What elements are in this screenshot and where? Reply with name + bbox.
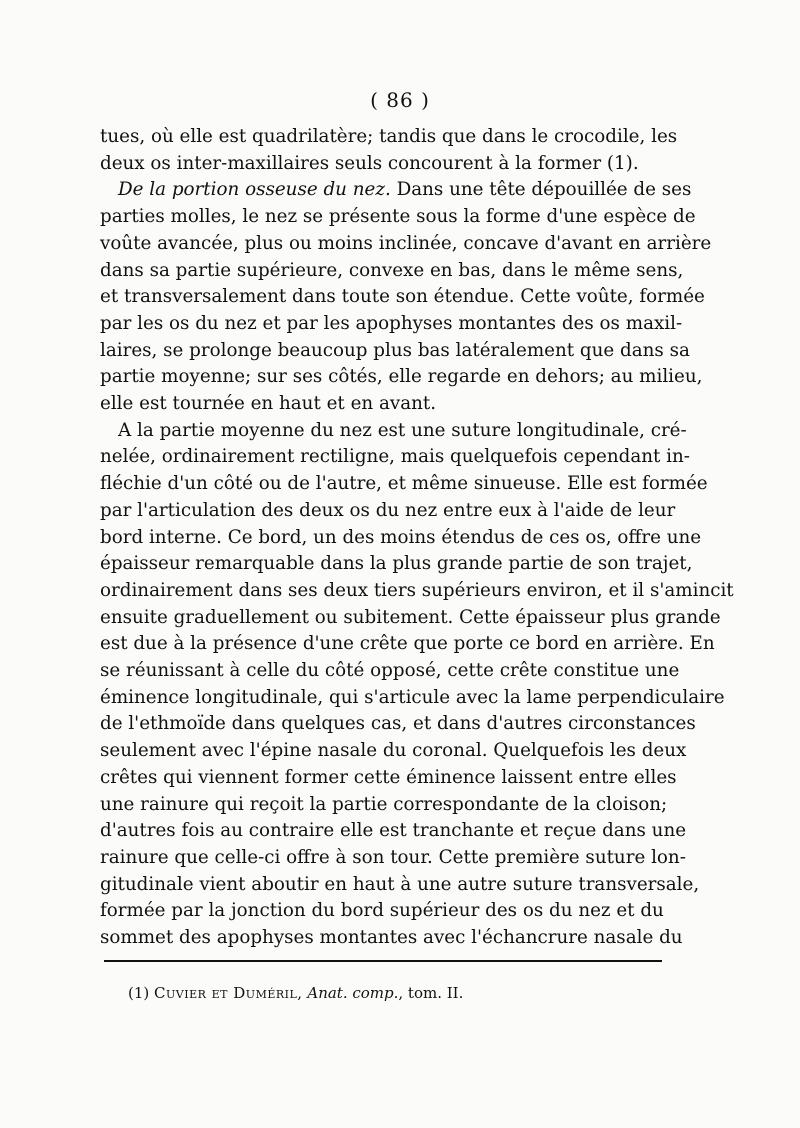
text-line: voûte avancée, plus ou moins inclinée, concave d'avant en arrière [100, 232, 712, 254]
text-line: laires, se prolonge beaucoup plus bas latéralement que dans sa [100, 339, 690, 361]
text-line: tues, où elle est quadrilatère; tandis que dans le crocodile, les [100, 126, 678, 147]
text-line: est due à la présence d'une crête que porte ce bord en arrière. En [100, 633, 715, 655]
text-line: se réunissant à celle du côté opposé, cette crête constitue une [100, 660, 680, 682]
body-text [100, 124, 734, 952]
text-line: ordinairement dans ses deux tiers supérieurs environ, et il s'amincit [100, 579, 734, 601]
section-heading: De la portion osseuse du nez. [118, 179, 391, 201]
footnote-volume: , tom. II. [398, 984, 464, 1002]
text-line: partie moyenne; sur ses côtés, elle regarde en dehors; au milieu, [100, 366, 703, 388]
text-line: d'autres fois au contraire elle est tranchante et reçue dans une [100, 820, 687, 842]
footnote-rule [104, 960, 662, 962]
text-line: deux os inter-maxillaires seuls concourent à la former (1). [100, 152, 639, 174]
text-line: crêtes qui viennent former cette éminence laissent entre elles [100, 766, 677, 788]
footnote-authors: Cuvier et Duméril, [154, 984, 303, 1002]
paragraph-first-line: A la partie moyenne du nez est une suture longitudinale, cré- [118, 419, 687, 441]
text-line: seulement avec l'épine nasale du coronal. Quelquefois les deux [100, 740, 687, 762]
section-first-line-rest: Dans une tête dépouillée de ses [396, 179, 692, 201]
text-line: gitudinale vient aboutir en haut à une autre suture transversale, [100, 873, 700, 895]
text-line: parties molles, le nez se présente sous la forme d'une espèce de [100, 206, 696, 228]
text-line: bord interne. Ce bord, un des moins étendus de ces os, offre une [100, 526, 702, 548]
text-line: par l'articulation des deux os du nez entre eux à l'aide de leur [100, 499, 676, 521]
text-line: fléchie d'un côté ou de l'autre, et même sinueuse. Elle est formée [100, 473, 708, 495]
text-line: sommet des apophyses montantes avec l'échancrure nasale du [100, 927, 683, 949]
text-line: par les os du nez et par les apophyses montantes des os maxil- [100, 312, 683, 334]
page-number: ( 86 ) [370, 88, 430, 112]
text-line: éminence longitudinale, qui s'articule avec la lame perpendiculaire [100, 686, 725, 708]
text-line: épaisseur remarquable dans la plus grande partie de son trajet, [100, 553, 693, 575]
text-line: ensuite graduellement ou subitement. Cette épaisseur plus grande [100, 606, 721, 628]
text-line: une rainure qui reçoit la partie correspondante de la cloison; [100, 793, 668, 815]
section-first-line [100, 177, 692, 204]
footnote [128, 984, 463, 1002]
text-line: formée par la jonction du bord supérieur des os du nez et du [100, 900, 664, 922]
text-line: rainure que celle-ci offre à son tour. Cette première suture lon- [100, 846, 686, 868]
footnote-marker: (1) [128, 984, 150, 1002]
text-line: de l'ethmoïde dans quelques cas, et dans d'autres circonstances [100, 713, 696, 735]
footnote-title: Anat. comp. [307, 984, 399, 1002]
text-line: et transversalement dans toute son étendue. Cette voûte, formée [100, 286, 705, 308]
text-line: dans sa partie supérieure, convexe en bas, dans le même sens, [100, 259, 684, 281]
text-line: nelée, ordinairement rectiligne, mais quelquefois cependant in- [100, 446, 690, 468]
text-line: elle est tournée en haut et en avant. [100, 393, 437, 415]
